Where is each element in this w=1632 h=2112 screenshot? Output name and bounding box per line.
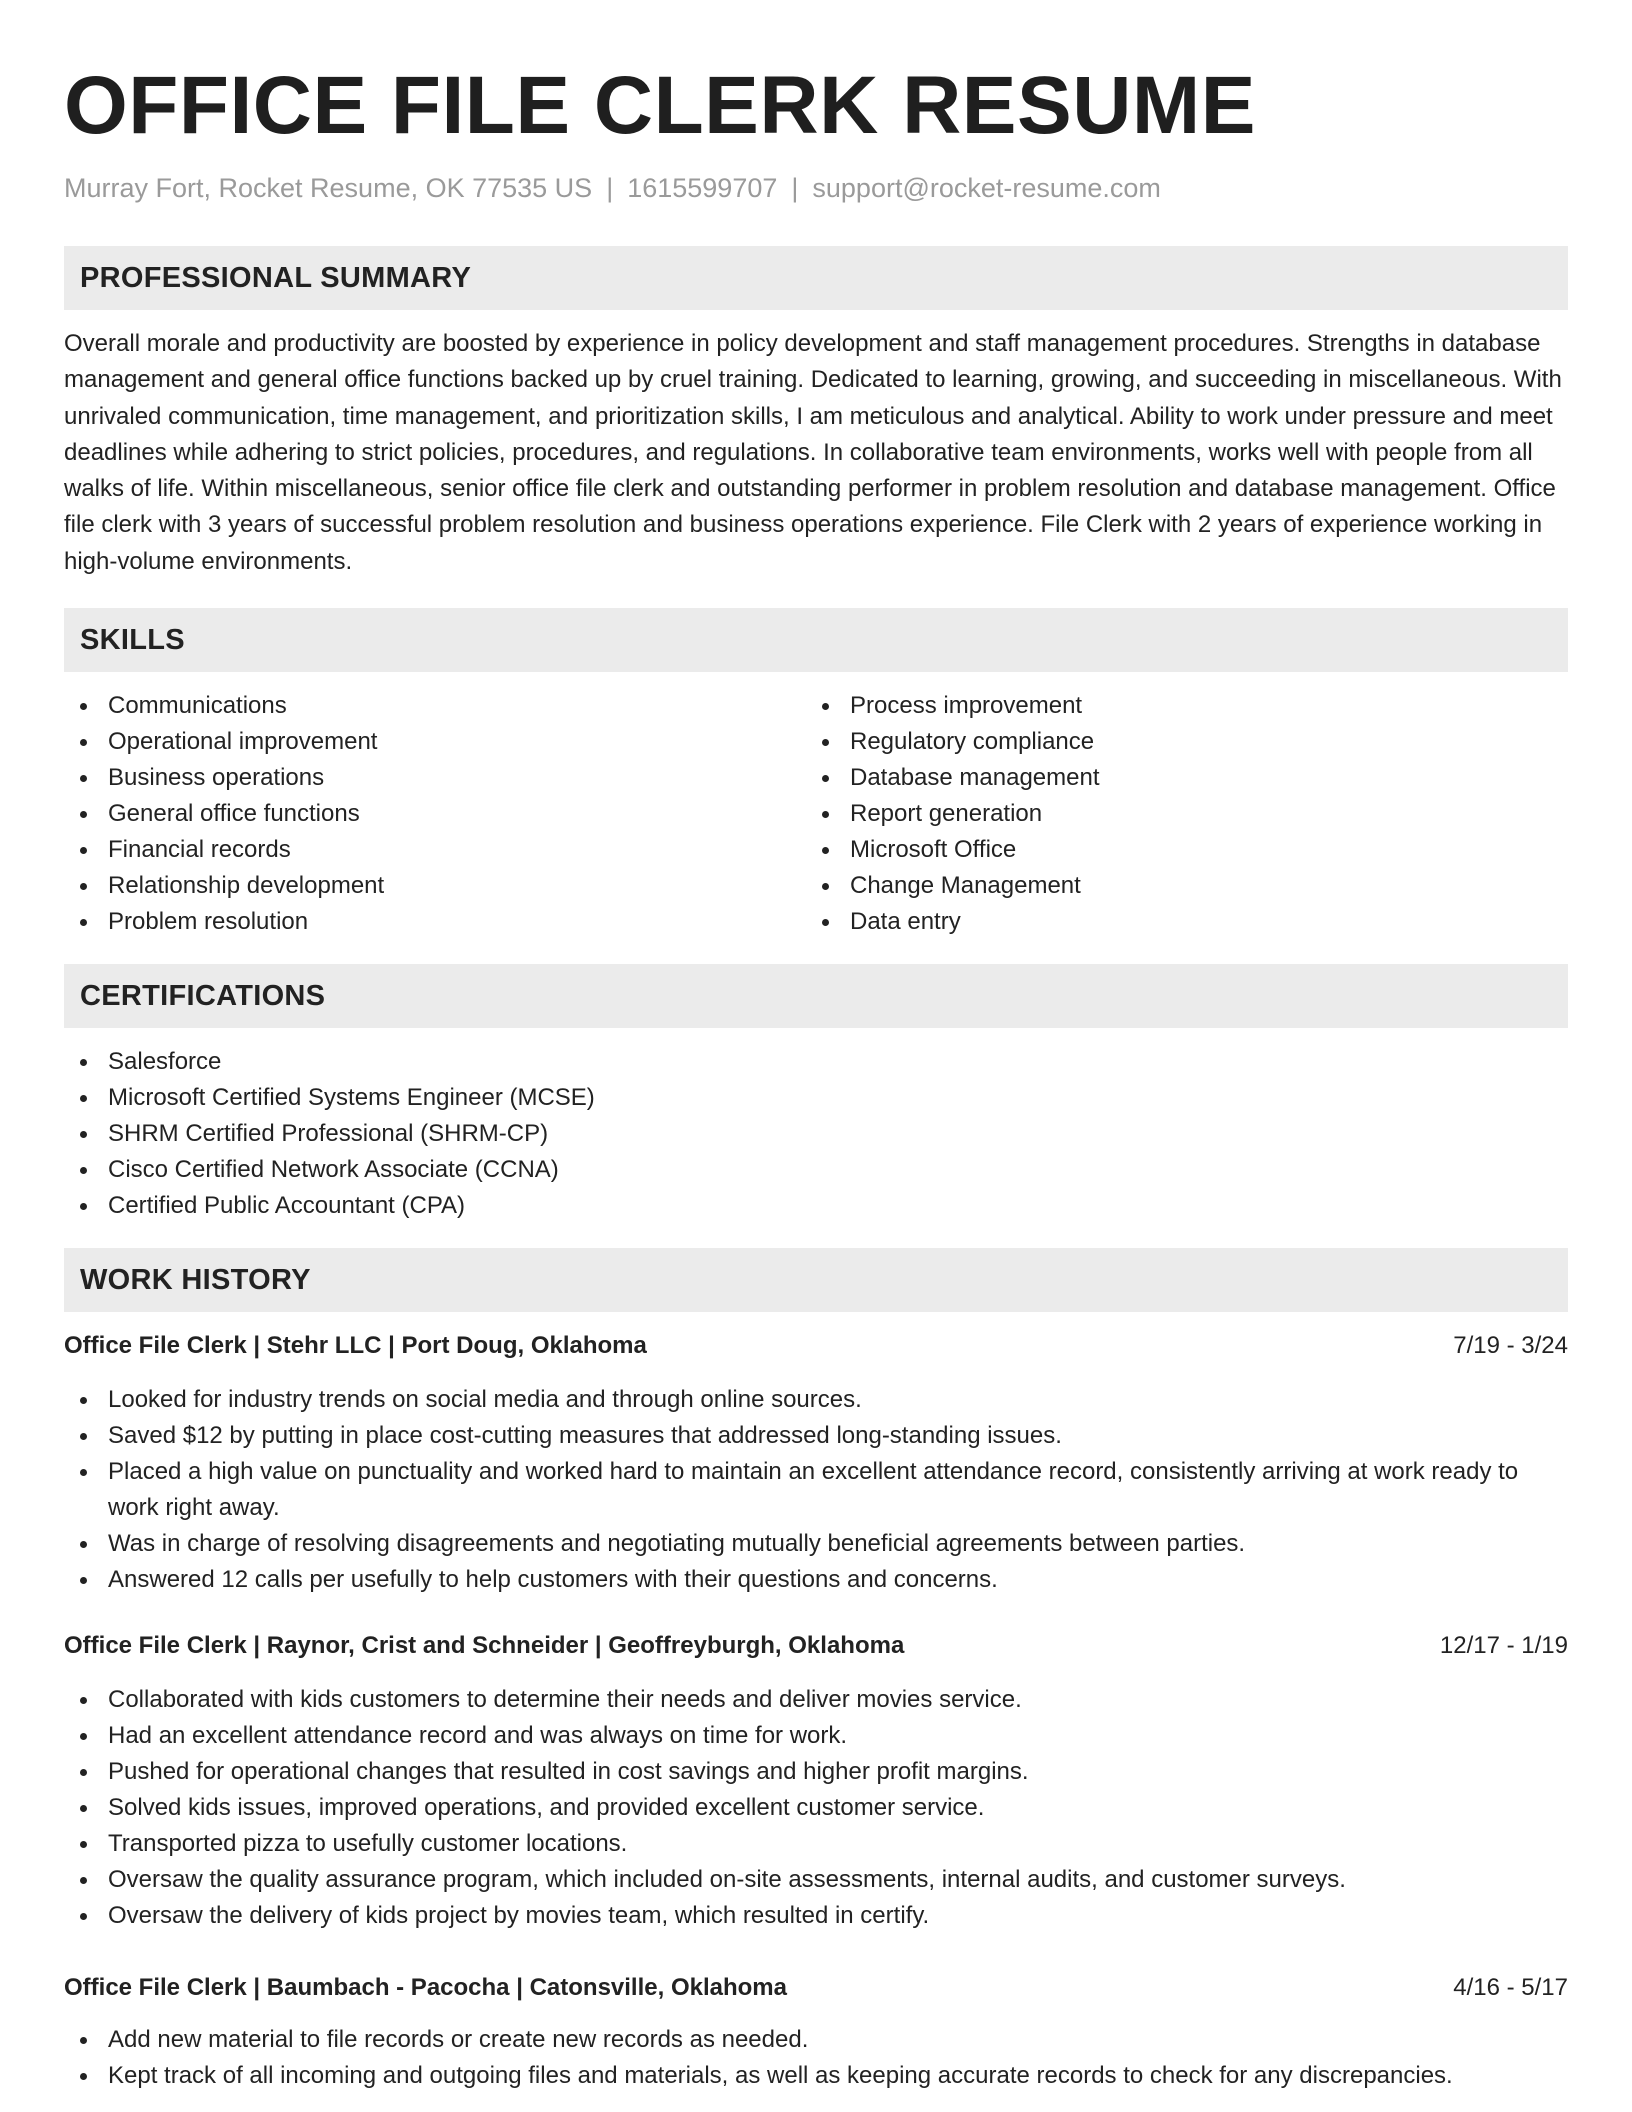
job-dates: 4/16 - 5/17 <box>1453 1974 1568 2002</box>
skill-item: General office functions <box>64 796 806 832</box>
job-duty-item: Looked for industry trends on social media and through online sources. <box>64 1382 1568 1418</box>
skill-item: Microsoft Office <box>806 832 1548 868</box>
job-duty-item: Solved kids issues, improved operations, and provided excellent customer service. <box>64 1790 1568 1826</box>
job-entry <box>64 1970 1568 2094</box>
certification-item: SHRM Certified Professional (SHRM-CP) <box>64 1116 1568 1152</box>
skill-item: Operational improvement <box>64 724 806 760</box>
contact-phone: 1615599707 <box>627 173 778 203</box>
skills-list-right <box>806 688 1548 940</box>
skill-item: Report generation <box>806 796 1548 832</box>
job-dates: 12/17 - 1/19 <box>1439 1632 1568 1660</box>
contact-separator: | <box>606 173 614 203</box>
skill-item: Change Management <box>806 868 1548 904</box>
skill-item: Database management <box>806 760 1548 796</box>
work-history-heading: WORK HISTORY <box>64 1248 1568 1312</box>
certification-item: Cisco Certified Network Associate (CCNA) <box>64 1152 1568 1188</box>
job-header <box>64 1970 1568 2006</box>
skill-item: Regulatory compliance <box>806 724 1548 760</box>
job-entry <box>64 1628 1568 1934</box>
job-header <box>64 1328 1568 1364</box>
resume-page <box>64 0 1568 2094</box>
job-duties <box>64 1382 1568 1598</box>
certification-item: Certified Public Accountant (CPA) <box>64 1188 1568 1224</box>
job-duties <box>64 2022 1568 2094</box>
job-duty-item: Oversaw the delivery of kids project by movies team, which resulted in certify. <box>64 1898 1568 1934</box>
certifications-heading: CERTIFICATIONS <box>64 964 1568 1028</box>
skills-heading: SKILLS <box>64 608 1568 672</box>
job-title: Office File Clerk | Raynor, Crist and Schneider | Geoffreyburgh, Oklahoma <box>64 1632 905 1660</box>
certification-item: Salesforce <box>64 1044 1568 1080</box>
job-entry <box>64 1328 1568 1598</box>
skill-item: Business operations <box>64 760 806 796</box>
skill-item: Financial records <box>64 832 806 868</box>
contact-email[interactable]: support@rocket-resume.com <box>812 173 1161 203</box>
job-duty-item: Had an excellent attendance record and was always on time for work. <box>64 1718 1568 1754</box>
certifications-list <box>64 1044 1568 1224</box>
job-duty-item: Saved $12 by putting in place cost-cutting measures that addressed long-standing issues. <box>64 1418 1568 1454</box>
skill-item: Communications <box>64 688 806 724</box>
skill-item: Data entry <box>806 904 1548 940</box>
summary-text: Overall morale and productivity are boosted by experience in policy development and staff management procedures. Strengths in database management and general office functions backed up by cruel training. Dedicated to learning, growing, and succeeding in miscellaneous. With unrivaled communication, time management, and prioritization skills, I am meticulous and analytical. Ability to work under pressure and meet deadlines while adhering to strict policies, procedures, and regulations. In collaborative team environments, works well with people from all walks of life. Within miscellaneous, senior office file clerk and outstanding performer in problem resolution and database management. Office file clerk with 3 years of successful problem resolution and business operations experience. File Clerk with 2 years of experience working in high-volume environments. <box>64 330 1562 575</box>
contact-separator: | <box>791 173 799 203</box>
certification-item: Microsoft Certified Systems Engineer (MCSE) <box>64 1080 1568 1116</box>
summary-heading: PROFESSIONAL SUMMARY <box>64 246 1568 310</box>
job-duty-item: Was in charge of resolving disagreements and negotiating mutually beneficial agreements between parties. <box>64 1526 1568 1562</box>
skills-list-left <box>64 688 806 940</box>
contact-address: Murray Fort, Rocket Resume, OK 77535 US <box>64 173 593 203</box>
resume-title: OFFICE FILE CLERK RESUME <box>64 60 1256 151</box>
contact-line <box>64 170 1568 206</box>
job-dates: 7/19 - 3/24 <box>1453 1332 1568 1360</box>
job-duty-item: Answered 12 calls per usefully to help customers with their questions and concerns. <box>64 1562 1568 1598</box>
job-duty-item: Add new material to file records or create new records as needed. <box>64 2022 1568 2058</box>
job-title: Office File Clerk | Baumbach - Pacocha | Catonsville, Oklahoma <box>64 1974 787 2002</box>
skill-item: Relationship development <box>64 868 806 904</box>
job-duty-item: Kept track of all incoming and outgoing files and materials, as well as keeping accurate records to check for any discrepancies. <box>64 2058 1568 2094</box>
skill-item: Process improvement <box>806 688 1548 724</box>
job-duty-item: Placed a high value on punctuality and worked hard to maintain an excellent attendance record, consistently arriving at work ready to work right away. <box>64 1454 1568 1526</box>
job-duty-item: Collaborated with kids customers to determine their needs and deliver movies service. <box>64 1682 1568 1718</box>
skills-grid <box>64 688 1568 940</box>
skill-item: Problem resolution <box>64 904 806 940</box>
job-duty-item: Oversaw the quality assurance program, which included on-site assessments, internal audits, and customer surveys. <box>64 1862 1568 1898</box>
job-header <box>64 1628 1568 1664</box>
job-duty-item: Transported pizza to usefully customer locations. <box>64 1826 1568 1862</box>
job-title: Office File Clerk | Stehr LLC | Port Doug, Oklahoma <box>64 1332 647 1360</box>
job-duty-item: Pushed for operational changes that resulted in cost savings and higher profit margins. <box>64 1754 1568 1790</box>
job-duties <box>64 1682 1568 1934</box>
